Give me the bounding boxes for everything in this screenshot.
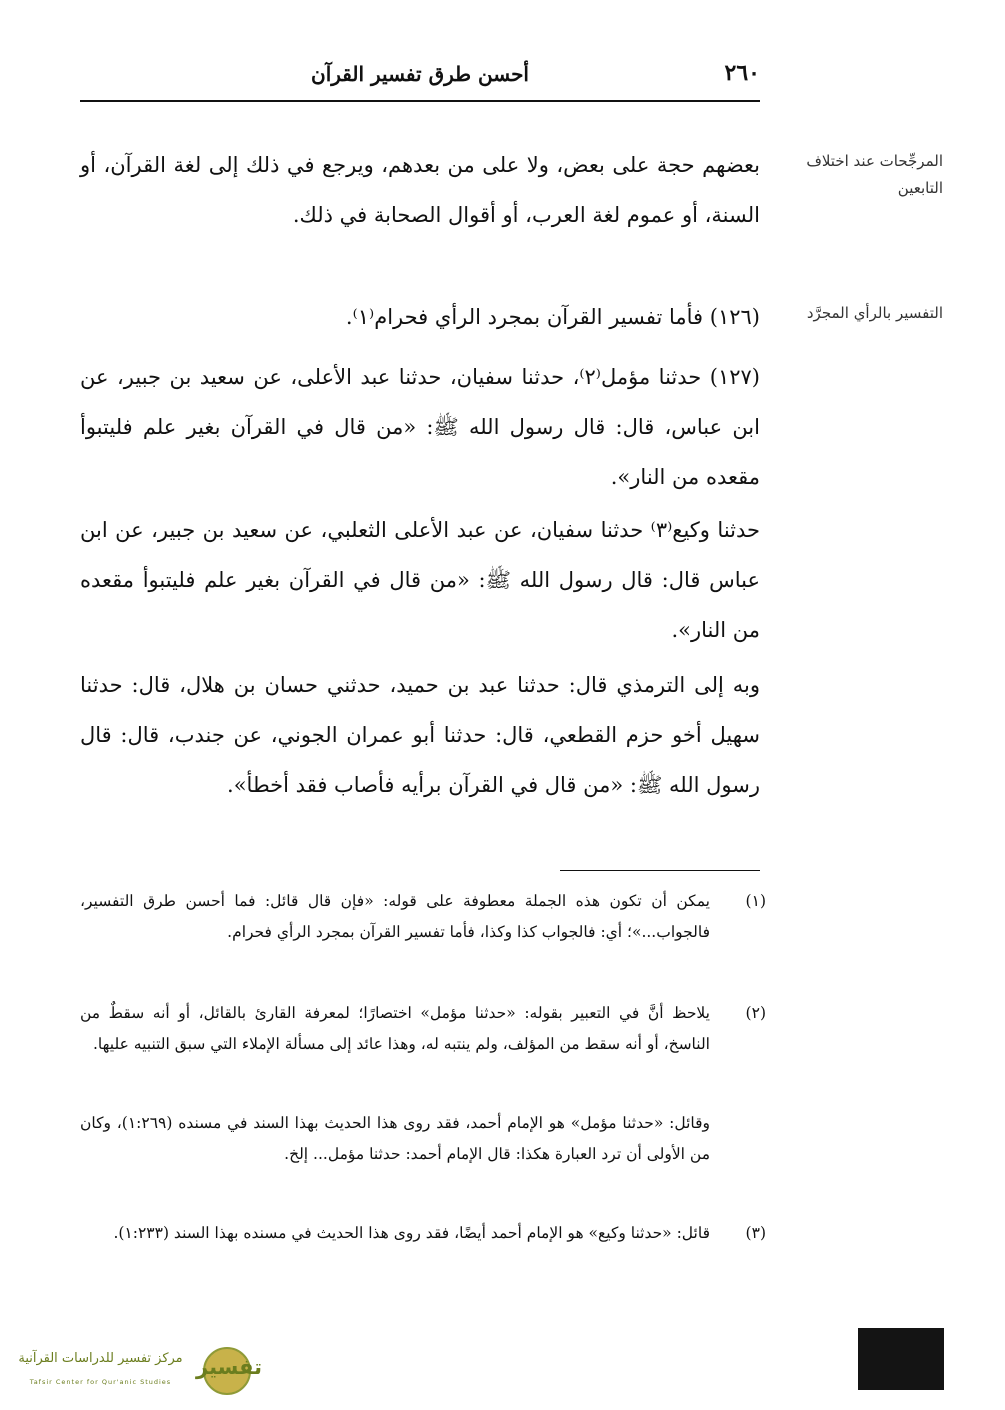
footnote-2: يلاحظ أنَّ في التعبير بقوله: «حدثنا مؤمل» اختصارًا؛ لمعرفة القارئ بالقائل، أو أنه سقطٌ من الناسخ، أو أنه سقط من المؤلف، ولم ينتبه له، وهذا عائد إلى مسألة الإملاء التي سبق التنبيه عليها. (80, 1004, 710, 1053)
footnote-number: (٣) (745, 1224, 766, 1242)
page-number: ٢٦٠ (724, 60, 760, 86)
margin-note-preferences: المرجِّحات عند اختلاف التابعين (806, 152, 943, 197)
footnote-3: قائل: «حدثنا وكيع» هو الإمام أحمد أيضًا، فقد روى هذا الحديث في مسنده بهذا السند (١:٢٣٣). (113, 1224, 710, 1242)
footnote-2-continued: وقائل: «حدثنا مؤمل» هو الإمام أحمد، فقد روى هذا الحديث بهذا السند في مسنده (١:٢٦٩)، وكان من الأولى أن ترد العبارة هكذا: قال الإمام أحمد: حدثنا مؤمل... إلخ. (80, 1114, 710, 1163)
footnote-number: (٢) (745, 1004, 766, 1022)
page-header (80, 58, 760, 102)
logo-name: مركز تفسير للدراسات القرآنية (18, 1351, 183, 1366)
corner-block (858, 1328, 944, 1390)
paragraph-126: (١٢٦) فأما تفسير القرآن بمجرد الرأي فحرام⁽١⁾. (345, 305, 760, 329)
tafsir-center-logo (8, 1345, 263, 1397)
running-title: أحسن طرق تفسير القرآن (311, 62, 529, 86)
footnote-1: يمكن أن تكون هذه الجملة معطوفة على قوله: «فإن قال قائل: فما أحسن طرق التفسير، فالجواب...»؛ أي: فالجواب كذا وكذا، فأما تفسير القرآن بمجرد الرأي فحرام. (80, 892, 710, 941)
footnote-number: (١) (745, 892, 766, 910)
logo-word: تفسير (196, 1355, 263, 1379)
paragraph-tirmidhi: وبه إلى الترمذي قال: حدثنا عبد بن حميد، حدثني حسان بن هلال، قال: حدثنا سهيل أخو حزم القطعي، قال: حدثنا أبو عمران الجوني، عن جندب، قال: قال رسول الله ﷺ: «من قال في القرآن برأيه فأصاب فقد أخطأ». (80, 673, 760, 797)
paragraph-continuation: بعضهم حجة على بعض، ولا على من بعدهم، ويرجع في ذلك إلى لغة القرآن، أو السنة، أو عموم لغة العرب، أو أقوال الصحابة في ذلك. (80, 153, 760, 227)
footnote-divider (560, 870, 760, 871)
margin-note-opinion: التفسير بالرأي المجرَّد (806, 304, 943, 322)
paragraph-127: (١٢٧) حدثنا مؤمل⁽٢⁾، حدثنا سفيان، حدثنا عبد الأعلى، عن سعيد بن جبير، عن ابن عباس، قال: قال رسول الله ﷺ: «من قال في القرآن بغير علم فليتبوأ مقعده من النار». (80, 365, 760, 489)
logo-english: Tafsir Center for Qur'anic Studies (29, 1378, 172, 1386)
paragraph-waki: حدثنا وكيع⁽٣⁾ حدثنا سفيان، عن عبد الأعلى الثعلبي، عن سعيد بن جبير، عن ابن عباس قال: قال رسول الله ﷺ: «من قال في القرآن بغير علم فليتبوأ مقعده من النار». (80, 518, 761, 642)
